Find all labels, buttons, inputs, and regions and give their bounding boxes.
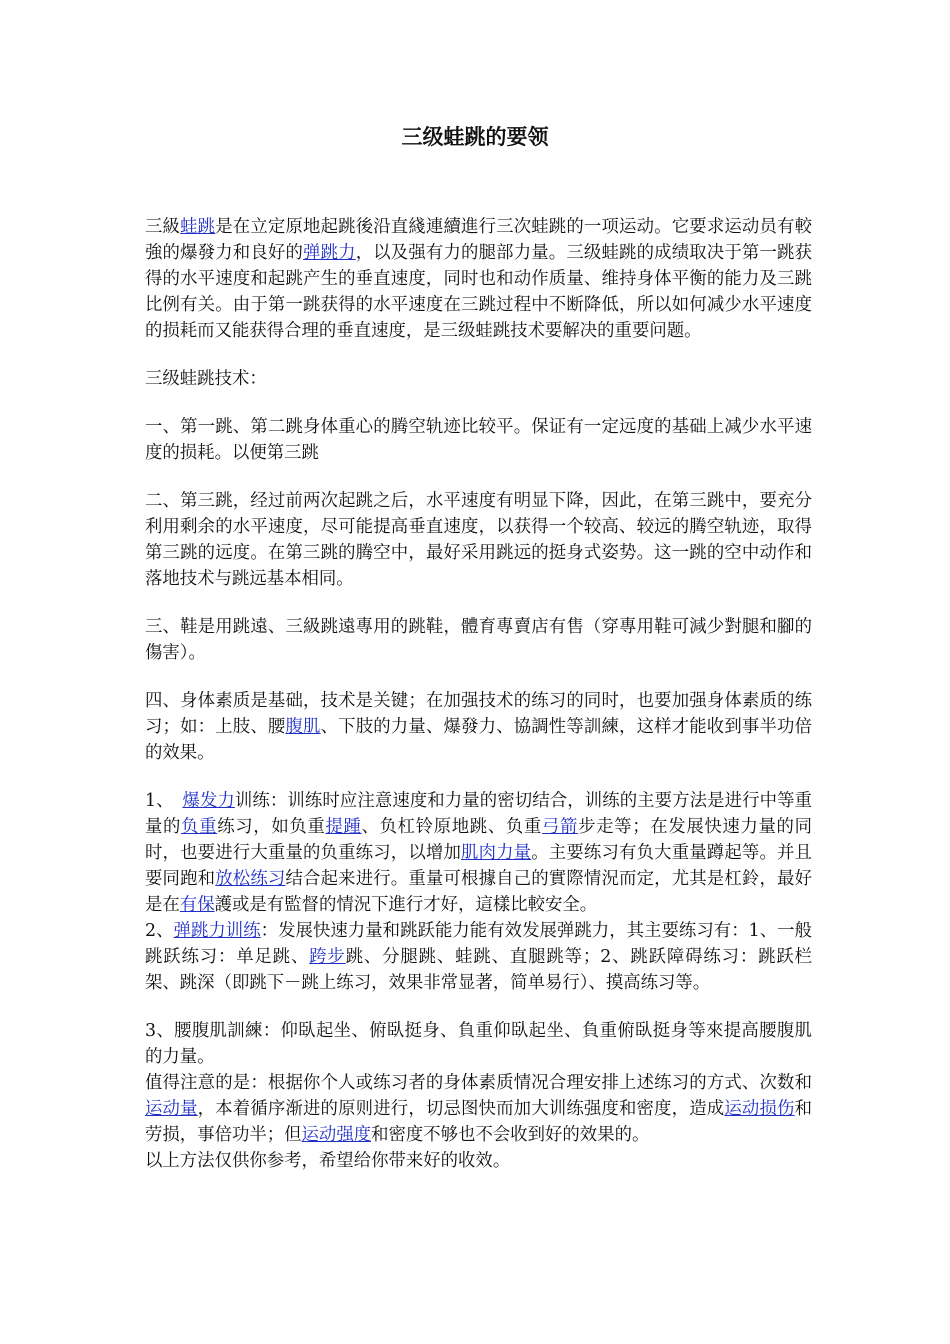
link-jumping-power[interactable]: 弹跳力	[303, 243, 356, 263]
text-run: 護或是有監督的情況下進行才好，這樣比較安全。	[214, 895, 598, 915]
link-relaxation-exercise[interactable]: 放松练习	[215, 869, 286, 889]
text-run: 是在立定原地起跳後沿直綫連續進行三次蛙跳的一项运动。它要求运动员有較強的爆發力和良好的	[145, 217, 812, 263]
text-run: 和劳损，事倍功半；但	[145, 1099, 812, 1145]
text-run: 值得注意的是：根据你个人或练习者的身体素质情况合理安排上述练习的方式、次数和	[145, 1073, 812, 1093]
text-run: 1、	[145, 791, 183, 811]
text-run: 、下肢的力量、爆發力、協調性等訓練，这样才能收到事半功倍的效果。	[145, 717, 812, 763]
link-exercise-intensity[interactable]: 运动强度	[301, 1125, 372, 1145]
text-run: 。主要练习有负大重量蹲起等。并且要同跑和	[145, 843, 812, 889]
text-run: 练习，如负重	[217, 817, 326, 837]
text-run: ，以及强有力的腿部力量。三级蛙跳的成绩取决于第一跳获得的水平速度和起跳产生的垂直速度，同时也和动作质量、维持身体平衡的能力及三跳比例有关。由于第一跳获得的水平速度在三跳过程中不断降低，所以如何减少水平速度的损耗而又能获得合理的垂直速度，是三级蛙跳技术要解决的重要问题。	[145, 243, 812, 341]
text-run: 四、身体素质是基础，技术是关键；在加强技术的练习的同时，也要加强身体素质的练习；如：上肢、腰	[145, 691, 812, 737]
link-sports-injury[interactable]: 运动损伤	[724, 1099, 795, 1119]
text-run: 跳、分腿跳、蛙跳、直腿跳等；2、跳跃障碍练习：跳跃栏架、跳深（即跳下－跳上练习，效果非常显著，简单易行）、摸高练习等。	[145, 947, 812, 993]
link-abdominal[interactable]: 腹肌	[285, 717, 321, 737]
link-frog-jump[interactable]: 蛙跳	[180, 217, 216, 237]
link-weight-bearing[interactable]: 负重	[181, 817, 218, 837]
text-run: 结合起来进行。重量可根據自己的實際情況而定，尤其是杠鈴，最好是在	[145, 869, 812, 915]
link-explosive-power[interactable]: 爆发力	[182, 791, 235, 811]
link-heel-raise[interactable]: 提踵	[325, 817, 362, 837]
text-run: 步走等；在发展快速力量的同时，也要进行大重量的负重练习，以增加	[145, 817, 812, 863]
document-title: 三级蛙跳的要领	[401, 124, 549, 149]
link-jumping-power-training[interactable]: 弹跳力训练	[173, 921, 261, 941]
text-run: 三級	[145, 217, 181, 237]
technique-point-3: 三、鞋是用跳遠、三級跳遠專用的跳鞋，體育專賣店有售（穿專用鞋可減少對腿和腳的傷害）。	[145, 617, 812, 663]
intro-paragraph	[145, 214, 812, 344]
text-run: 2、	[145, 921, 174, 941]
text-run: 、负杠铃原地跳、负重	[361, 817, 542, 837]
link-protection[interactable]: 有保	[179, 895, 215, 915]
link-lunge[interactable]: 弓箭	[541, 817, 579, 837]
text-run: 训练：训练时应注意速度和力量的密切结合，训练的主要方法是进行中等重量的	[145, 791, 812, 837]
link-stride[interactable]: 跨步	[309, 947, 346, 967]
training-item-1	[145, 788, 812, 918]
link-exercise-volume[interactable]: 运动量	[145, 1099, 198, 1119]
text-run: ：发展快速力量和跳跃能力能有效发展弹跳力，其主要练习有：1、一般跳跃练习：单足跳、	[145, 921, 812, 967]
technique-point-4	[145, 688, 812, 766]
technique-point-2: 二、第三跳，经过前两次起跳之后，水平速度有明显下降，因此，在第三跳中，要充分利用剩余的水平速度，尽可能提高垂直速度，以获得一个较高、较远的腾空轨迹，取得第三跳的远度。在第三跳的腾空中，最好采用跳远的挺身式姿势。这一跳的空中动作和落地技术与跳远基本相同。	[145, 491, 812, 589]
closing-paragraph: 以上方法仅供你参考，希望给你带来好的收效。	[145, 1151, 511, 1171]
technique-heading: 三级蛙跳技术：	[145, 369, 267, 389]
technique-point-1: 一、第一跳、第二跳身体重心的腾空轨迹比较平。保证有一定远度的基础上减少水平速度的损耗。以便第三跳	[145, 417, 812, 463]
training-item-3: 3、腰腹肌訓練：仰臥起坐、俯臥挺身、負重仰臥起坐、負重俯臥挺身等來提高腰腹肌的力量。	[145, 1021, 812, 1067]
training-item-2	[145, 918, 812, 996]
notice-paragraph	[145, 1070, 812, 1148]
text-run: ，本着循序渐进的原则进行，切忌图快而加大训练强度和密度，造成	[197, 1099, 725, 1119]
document-body	[145, 214, 812, 1174]
text-run: 和密度不够也不会收到好的效果的。	[371, 1125, 650, 1145]
link-muscle-strength[interactable]: 肌肉力量	[461, 843, 532, 863]
